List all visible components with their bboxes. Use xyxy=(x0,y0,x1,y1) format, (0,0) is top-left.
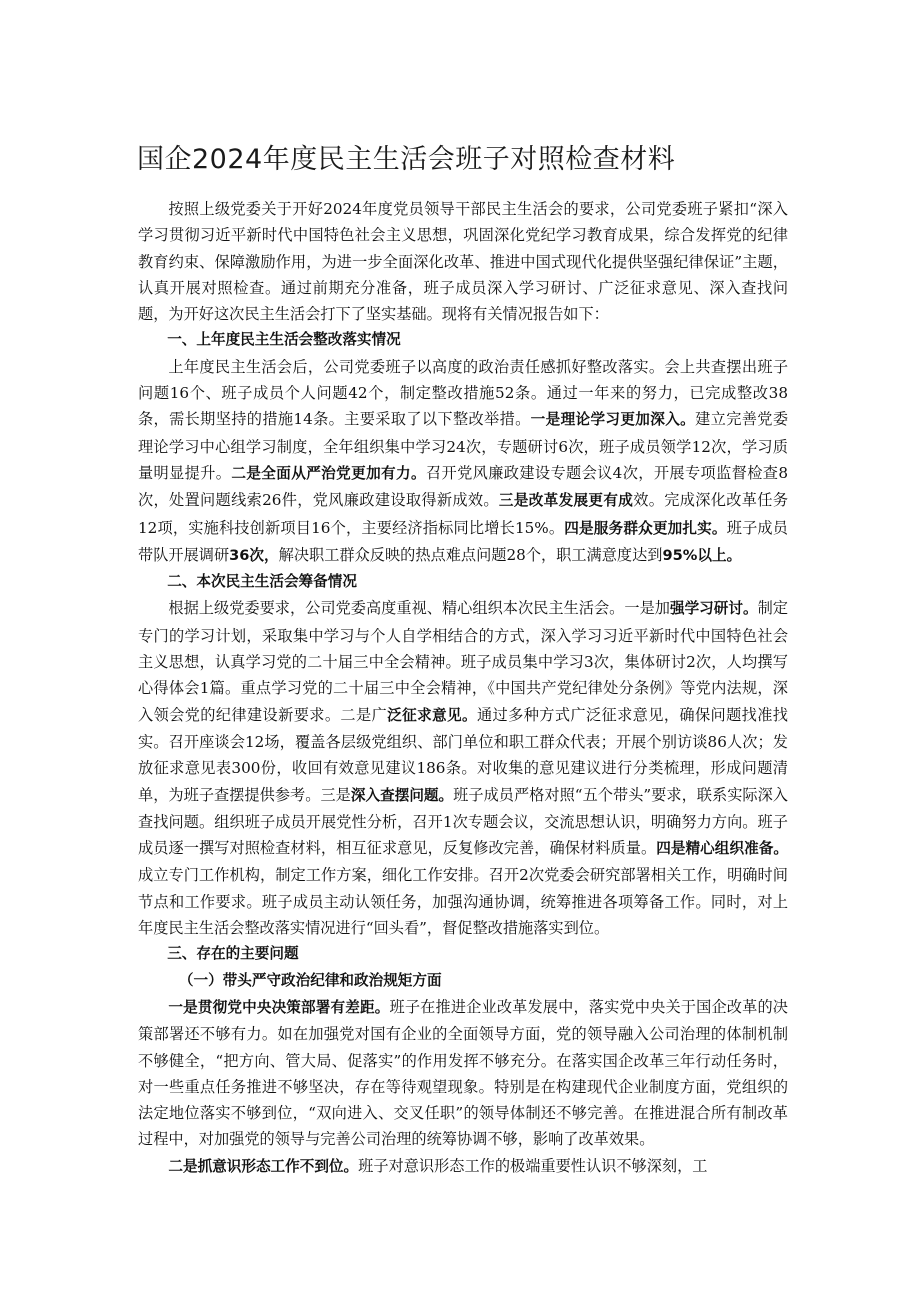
section-heading-1: 一、上年度民主生活会整改落实情况 xyxy=(167,331,401,349)
section3-paragraph-1 xyxy=(138,994,788,1153)
bold-lead: 一是理论学习更加深入。 xyxy=(530,411,696,429)
text-span: 解决职工群众反映的热点难点问题28个，职工满意度达到 xyxy=(278,545,663,564)
text-span: 班子对意识形态工作的极端重要性认识不够深刻，工 xyxy=(358,1156,708,1175)
bold-lead: 95%以上。 xyxy=(662,546,742,564)
bold-lead: 四是服务群众更加扎实。 xyxy=(564,519,727,537)
section-heading-3: 三、存在的主要问题 xyxy=(167,945,299,963)
text-span: 建立完善党委理论学习中心组学习制度，全年组织集中学习24次，专题研讨6次，班子成员领学12次，学习质量明显提升。 xyxy=(138,410,789,482)
text-span: 班子成员严格对照“五个带头”要求，联系实际深入查找问题。组织班子成员开展党性分析，召开1次专题会议，交流思想认识，明确努力方向。班子成员逐一撰写对照检查材料，相互征求意见，反复修改完善，确保材料质量。 xyxy=(138,785,788,858)
intro-paragraph: 按照上级党委关于开好2024年度党员领导干部民主生活会的要求，公司党委班子紧扣“深入学习贯彻习近平新时代中国特色社会主义思想，巩固深化党纪学习教育成果，综合发挥党的纪律教育约束、保障激励作用，为进一步全面深化改革、推进中国式现代化提供坚强纪律保证”主题，认真开展对照检查。通过前期充分准备，班子成员深入学习研讨、广泛征求意见、深入查找问题，为开好这次民主生活会打下了坚实基础。现将有关情况报告如下： xyxy=(138,200,788,324)
text-span: 召开党风廉政建设专题会议4次，开展专项监督检查8次，处置问题线索26件，党风廉政建设取得新成效。 xyxy=(138,463,788,510)
text-span: 班子成员带队开展调研 xyxy=(138,518,788,564)
section2-paragraph xyxy=(138,595,788,941)
bold-lead: 泛征求意见。 xyxy=(387,706,477,724)
text-span: 效。完成深化改革任务12项，实施科技创新项目16个，主要经济指标同比增长15%。 xyxy=(138,491,789,537)
bold-lead: 二是抓意识形态工作不到位。 xyxy=(168,1157,359,1175)
bold-lead: 深入查摆问题。 xyxy=(350,786,454,804)
document-title: 国企2024年度民主生活会班子对照检查材料 xyxy=(137,144,676,175)
text-span: 上年度民主生活会后，公司党委班子以高度的政治责任感抓好整改落实。会上共查摆出班子问题16个、班子成员个人问题42个，制定整改措施52条。通过一年来的努力，已完成整改38条，需长期坚持的措施14条。主要采取了以下整改举措。 xyxy=(138,357,788,429)
bold-lead: 36次， xyxy=(229,546,279,564)
bold-lead: 二是全面从严治党更加有力。 xyxy=(231,464,426,482)
text-span: 制定专门的学习计划，采取集中学习与个人自学相结合的方式，深入学习习近平新时代中国特色社会主义思想，认真学习党的二十届三中全会精神。班子成员集中学习3次，集体研讨2次，人均撰写心得体会1篇。重点学习党的二十届三中全会精神，《中国共产党纪律处分条例》等党内法规，深入领会党的纪律建设新要求。二是广 xyxy=(138,599,788,724)
subsection-heading-1: （一）带头严守政治纪律和政治规矩方面 xyxy=(178,971,442,989)
bold-lead: 一是贯彻党中央决策部署有差距。 xyxy=(168,998,390,1016)
text-span: 根据上级党委要求，公司党委高度重视、精心组织本次民主生活会。一是加 xyxy=(168,599,670,618)
bold-lead: 四是精心组织准备。 xyxy=(656,840,788,858)
bold-lead: 三是改革发展更有成 xyxy=(498,492,634,510)
section1-paragraph xyxy=(138,354,788,569)
section-heading-2: 二、本次民主生活会筹备情况 xyxy=(167,573,357,591)
text-span: 班子在推进企业改革发展中，落实党中央关于国企改革的决策部署还不够有力。如在加强党对国有企业的全面领导方面，党的领导融入公司治理的体制机制不够健全，“把方向、管大局、促落实”的作用发挥不够充分。在落实国企改革三年行动任务时，对一些重点任务推进不够坚决，存在等待观望现象。特别是在构建现代企业制度方面，党组织的法定地位落实不够到位，“双向进入、交叉任职”的领导体制还不够完善。在推进混合所有制改革过程中，对加强党的领导与完善公司治理的统筹协调不够，影响了改革效果。 xyxy=(138,997,788,1149)
text-span: 成立专门工作机构，制定工作方案，细化工作安排。召开2次党委会研究部署相关工作，明确时间节点和工作要求。班子成员主动认领任务，加强沟通协调，统筹推进各项筹备工作。同时，对上年度民主生活会整改落实情况进行“回头看”，督促整改措施落实到位。 xyxy=(138,866,788,938)
bold-lead: 强学习研讨。 xyxy=(669,600,758,618)
text-span: 通过多种方式广泛征求意见，确保问题找准找实。召开座谈会12场，覆盖各层级党组织、部门单位和职工群众代表；开展个别访谈86人次；发放征求意见表300份，收回有效意见建议186条。对收集的意见建议进行分类梳理，形成问题清单，为班子查摆提供参考。三是 xyxy=(138,705,788,804)
document-body xyxy=(138,196,788,1180)
section3-paragraph-2 xyxy=(138,1153,788,1180)
